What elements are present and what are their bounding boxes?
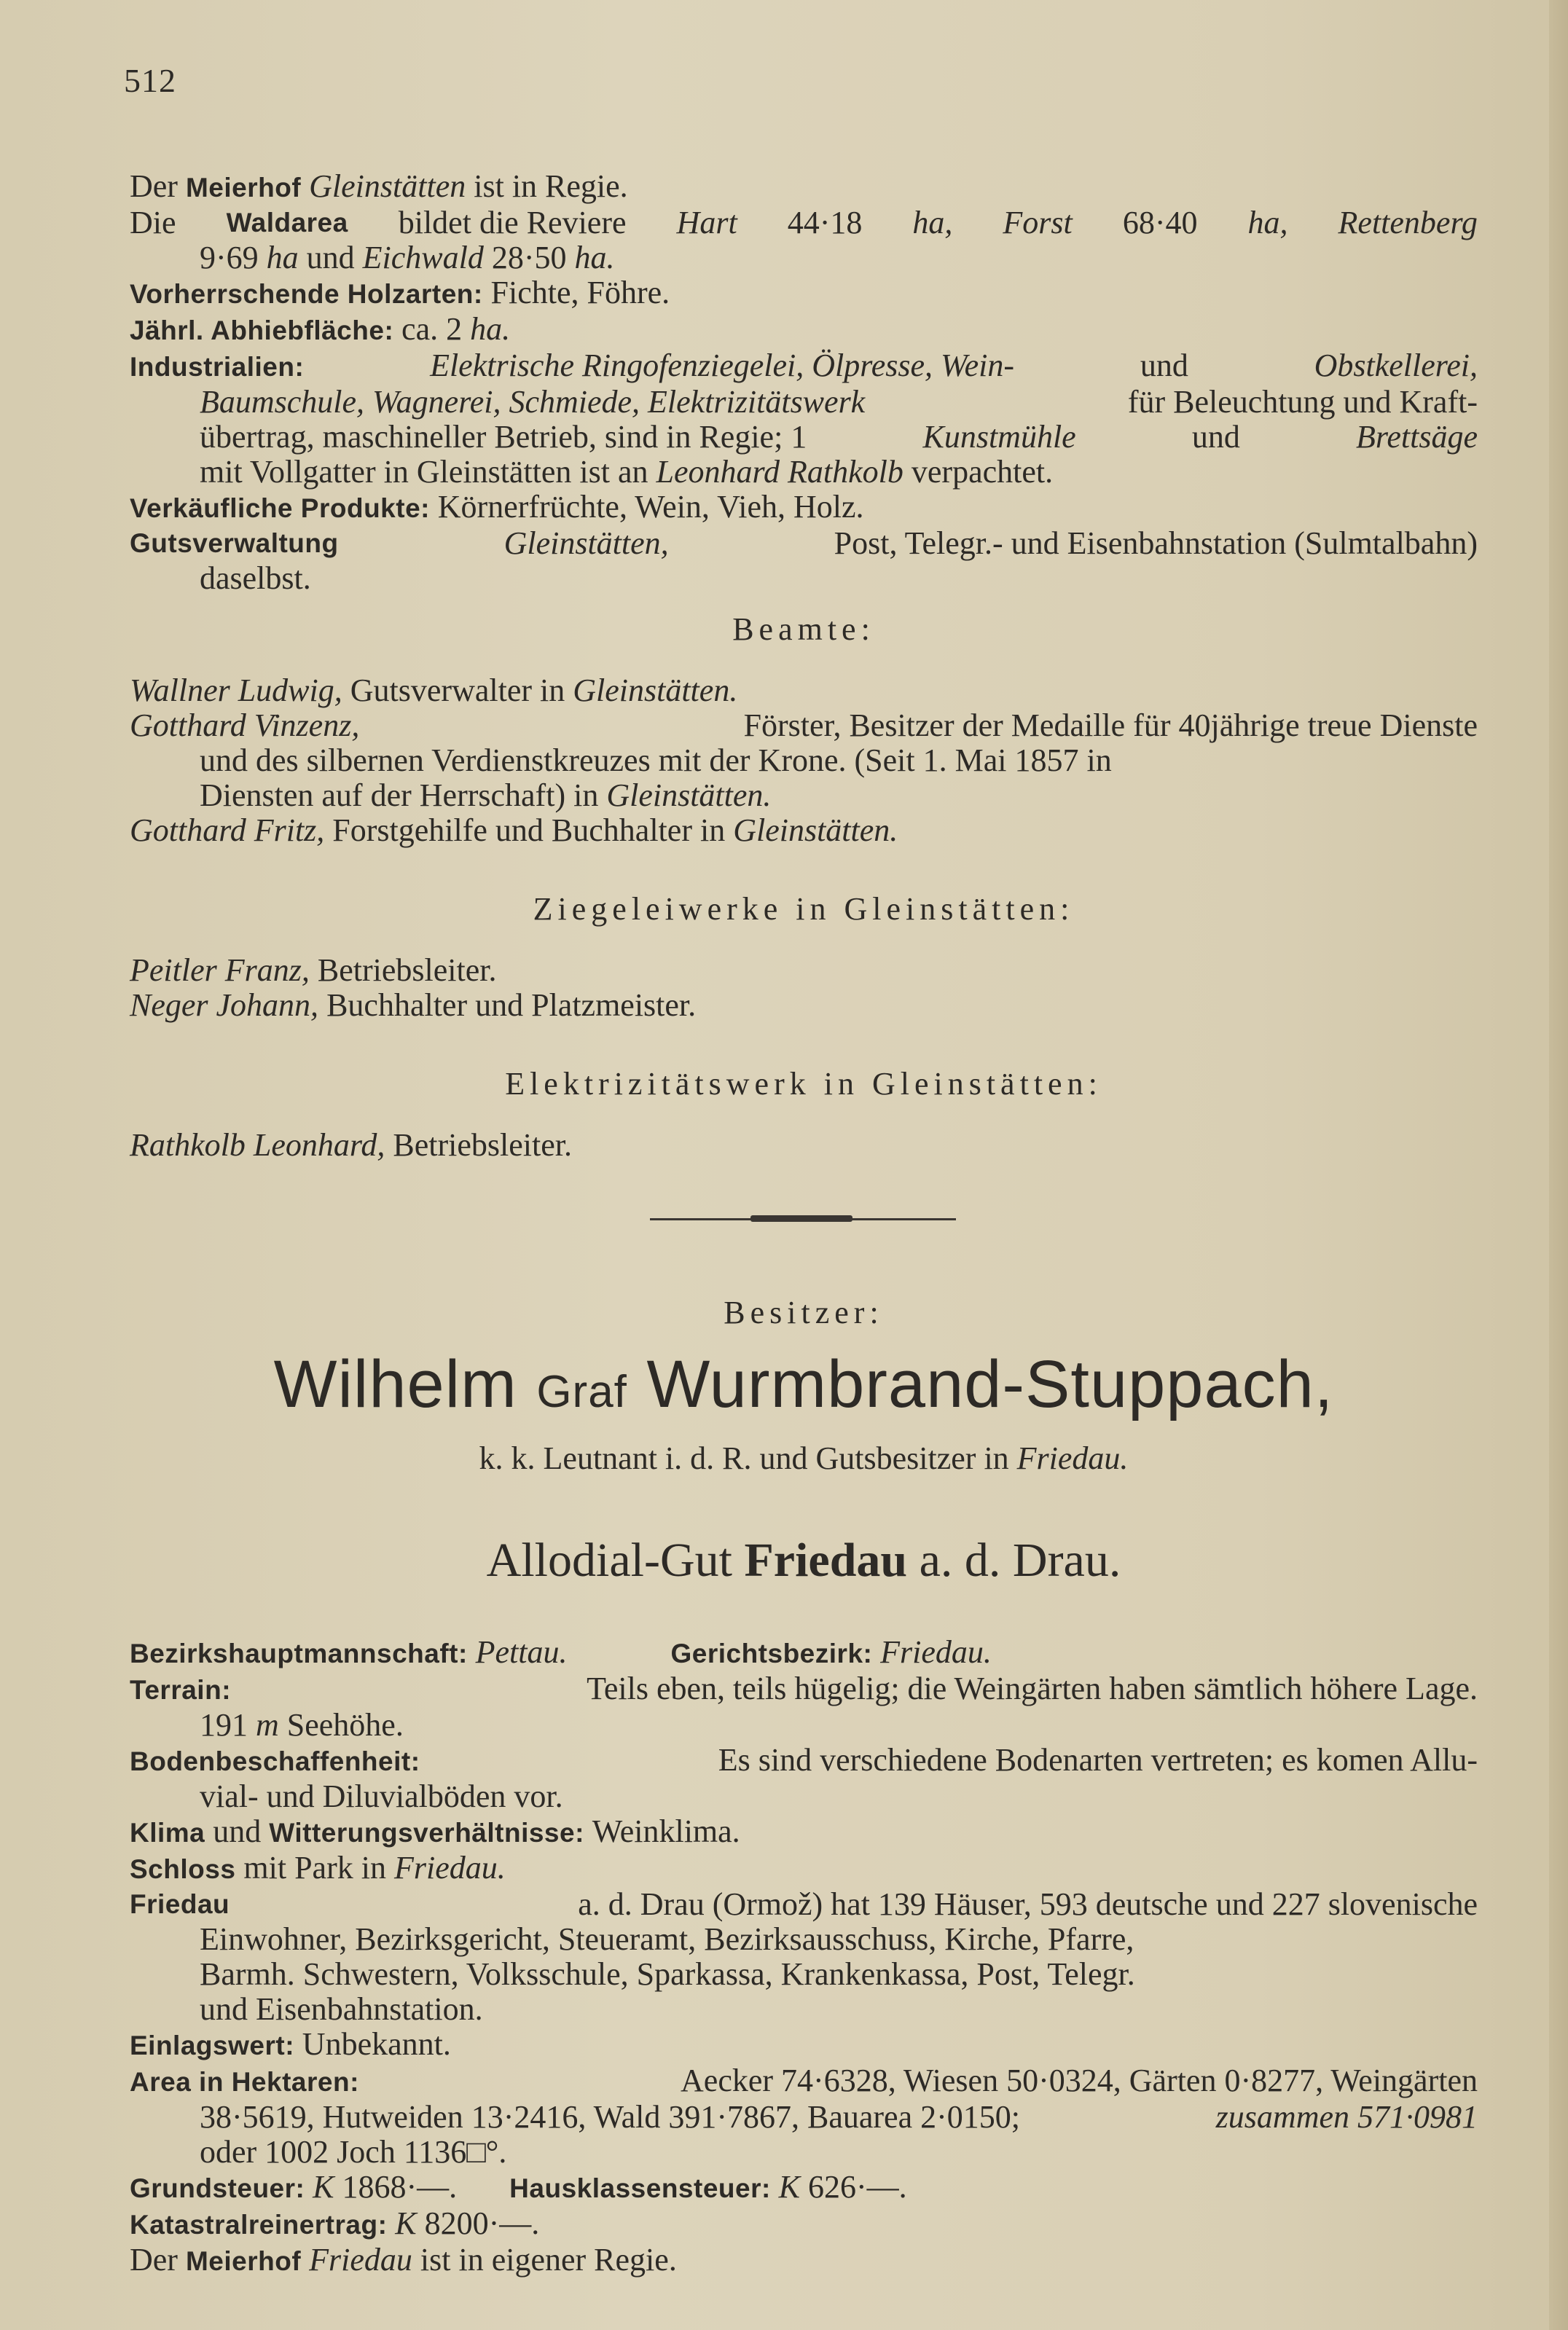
industrialien-line-3: übertrag, maschineller Betrieb, sind in Regie; 1 Kunstmühle und Brettsäge (200, 419, 1478, 455)
einlag-line: Einlagswert: Unbekannt. (130, 2026, 451, 2062)
ziegelei-neger: Neger Johann, Buchhalter und Platzmeister. (130, 987, 697, 1023)
besitzer-heading: Besitzer: (724, 1295, 884, 1330)
meierhof-friedau-line: Der Meierhof Friedau ist in eigener Regie. (130, 2242, 677, 2278)
page-number: 512 (124, 62, 176, 99)
section-divider-ornament (750, 1215, 852, 1222)
klima-line: Klima und Witterungsverhältnisse: Weinklima. (130, 1813, 740, 1849)
bh-line: Bezirkshauptmannschaft: Pettau. Gerichtsbezirk: Friedau. (130, 1634, 992, 1670)
page-edge (1549, 0, 1568, 2330)
friedau-line-1: Friedau a. d. Drau (Ormož) hat 139 Häuser, 593 deutsche und 227 slovenische (130, 1886, 1478, 1922)
elektro-rathkolb: Rathkolb Leonhard, Betriebsleiter. (130, 1127, 572, 1163)
friedau-line-4: und Eisenbahnstation. (200, 1991, 483, 2027)
beamter-gotthard-vinzenz-line-3: Diensten auf der Herrschaft) in Gleinstätten. (200, 777, 772, 813)
owner-name: Wilhelm Graf Wurmbrand-Stuppach, (273, 1347, 1334, 1421)
industrialien-line-4: mit Vollgatter in Gleinstätten ist an Leonhard Rathkolb verpachtet. (200, 454, 1054, 490)
meierhof-line: Der Meierhof Gleinstätten ist in Regie. (130, 168, 628, 204)
produkte-line: Verkäufliche Produkte: Körnerfrüchte, Wein, Vieh, Holz. (130, 489, 864, 525)
steuer-line: Grundsteuer: K 1868·—. Hausklassensteuer: K 626·—. (130, 2169, 907, 2205)
beamter-wallner: Wallner Ludwig, Gutsverwalter in Gleinstätten. (130, 672, 738, 708)
area-line-1: Area in Hektaren: Aecker 74·6328, Wiesen 50·0324, Gärten 0·8277, Weingärten (130, 2063, 1478, 2098)
ziegelei-list (130, 953, 1478, 1023)
terrain-line-2: 191 m Seehöhe. (200, 1707, 404, 1743)
waldarea-line-2: 9·69 ha und Eichwald 28·50 ha. (200, 240, 615, 275)
boden-line-1: Bodenbeschaffenheit: Es sind verschiedene Bodenarten vertreten; es komen Allu- (130, 1742, 1478, 1778)
beamter-gotthard-vinzenz-line-1: Gotthard Vinzenz, Förster, Besitzer der Medaille für 40jährige treue Dienste (130, 707, 1478, 743)
area-line-2: 38·5619, Hutweiden 13·2416, Wald 391·7867, Bauarea 2·0150; zusammen 571·0981 (200, 2099, 1478, 2135)
industrialien-line-2: Baumschule, Wagnerei, Schmiede, Elektrizitätswerk für Beleuchtung und Kraft- (200, 384, 1478, 420)
schloss-line: Schloss mit Park in Friedau. (130, 1850, 506, 1886)
area-line-3: oder 1002 Joch 1136□°. (200, 2134, 507, 2170)
ziegelei-heading: Ziegeleiwerke in Gleinstätten: (533, 891, 1075, 927)
estate-details-gleinstaetten (130, 169, 1478, 596)
elektro-heading: Elektrizitätswerk in Gleinstätten: (505, 1066, 1102, 1102)
abhieb-line: Jährl. Abhiebfläche: ca. 2 ha. (130, 311, 511, 347)
elektro-list (130, 1128, 1478, 1163)
beamte-list (130, 673, 1478, 848)
beamte-heading: Beamte: (732, 611, 875, 647)
waldarea-line-1: Die Waldarea bildet die Reviere Hart 44·18 ha, Forst 68·40 ha, Rettenberg (130, 205, 1478, 240)
estate-title: Allodial-Gut Friedau a. d. Drau. (486, 1534, 1121, 1587)
beamter-gotthard-vinzenz-line-2: und des silbernen Verdienstkreuzes mit der Krone. (Seit 1. Mai 1857 in (200, 742, 1112, 778)
gutsverwaltung-line-1: Gutsverwaltung Gleinstätten, Post, Telegr.- und Eisenbahnstation (Sulmtalbahn) (130, 525, 1478, 561)
boden-line-2: vial- und Diluvialböden vor. (200, 1778, 563, 1814)
industrialien-line-1: Industrialien: Elektrische Ringofenziegelei, Ölpresse, Wein- und Obstkellerei, (130, 348, 1478, 383)
terrain-line-1: Terrain: Teils eben, teils hügelig; die Weingärten haben sämtlich höhere Lage. (130, 1671, 1478, 1706)
holzarten-line: Vorherrschende Holzarten: Fichte, Föhre. (130, 275, 670, 310)
ziegelei-peitler: Peitler Franz, Betriebsleiter. (130, 952, 497, 988)
estate-details-friedau (130, 1635, 1478, 2279)
gutsverwaltung-line-2: daselbst. (200, 560, 311, 596)
friedau-line-3: Barmh. Schwestern, Volksschule, Sparkassa, Krankenkassa, Post, Telegr. (200, 1956, 1135, 1992)
beamter-gotthard-fritz: Gotthard Fritz, Forstgehilfe und Buchhalter in Gleinstätten. (130, 812, 898, 848)
owner-subtitle: k. k. Leutnant i. d. R. und Gutsbesitzer in Friedau. (479, 1440, 1129, 1476)
friedau-line-2: Einwohner, Bezirksgericht, Steueramt, Bezirksausschuss, Kirche, Pfarre, (200, 1921, 1134, 1957)
kataster-line: Katastralreinertrag: K 8200·—. (130, 2205, 540, 2241)
